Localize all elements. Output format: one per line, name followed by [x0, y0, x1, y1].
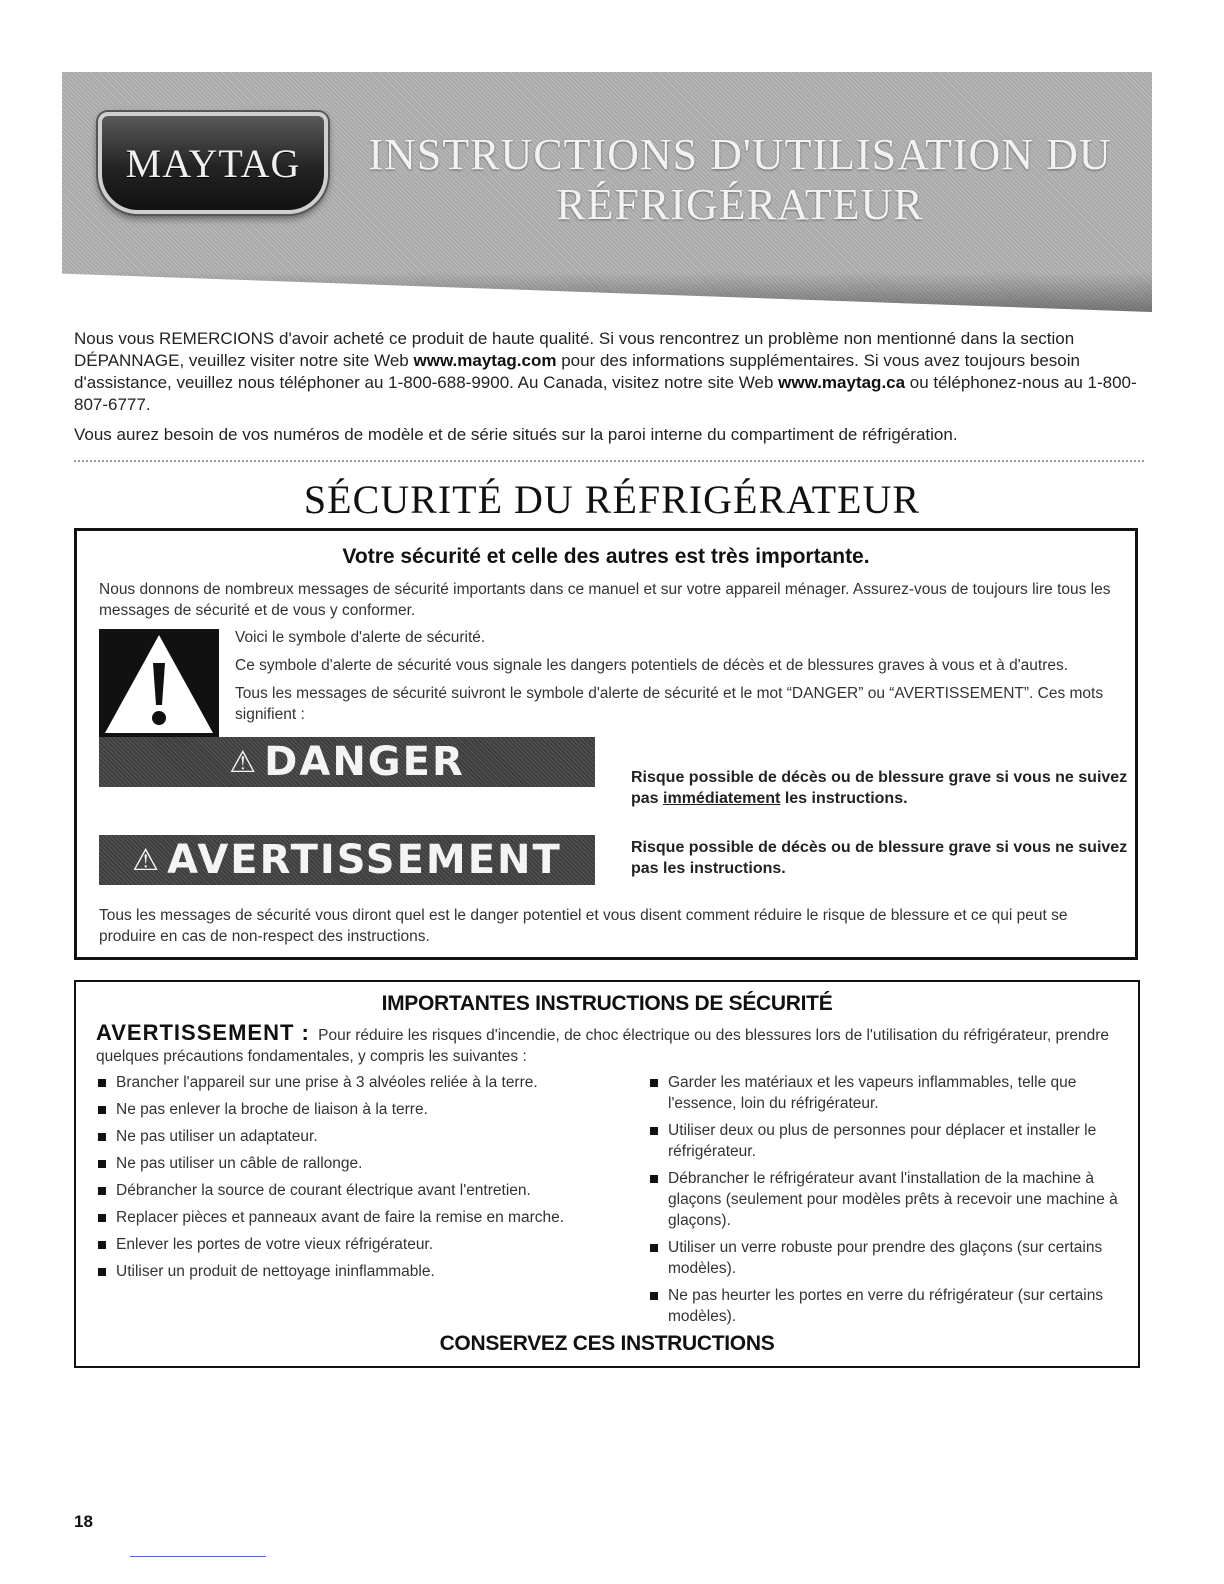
warning-triangle-icon: ⚠ — [229, 744, 259, 780]
instructions-box — [74, 980, 1140, 1368]
title-line-1: INSTRUCTIONS D'UTILISATION DU — [368, 130, 1112, 179]
list-item: Ne pas enlever la broche de liaison à la terre. — [96, 1099, 636, 1120]
intro-p1-part-a: Nous vous REMERCIONS d'avoir acheté ce produit de haute qualité. Si vous rencontrez un problème non mentionné dans la section DÉPANNAGE, veuillez visiter notre site Web — [74, 329, 1075, 370]
maytag-logo — [98, 112, 328, 214]
maytag-com-link[interactable]: www.maytag.com — [413, 351, 557, 370]
alert-line-3: Tous les messages de sécurité suivront le symbole d'alerte de sécurité et le mot “DANGER” ou “AVERTISSEMENT”. Ces mots signifient : — [235, 685, 1104, 723]
danger-desc-emphasis: immédiatement — [663, 790, 781, 807]
alert-line-1: Voici le symbole d'alerte de sécurité. — [235, 629, 486, 646]
safety-heading: Votre sécurité et celle des autres est très importante. — [342, 545, 870, 568]
warning-triangle-icon: ⚠ — [132, 842, 162, 878]
safety-box — [74, 528, 1138, 960]
danger-desc-part-b: les instructions. — [780, 790, 908, 807]
intro-text — [74, 328, 1154, 454]
safety-alert-icon — [99, 629, 219, 741]
list-item: Débrancher la source de courant électrique avant l'entretien. — [96, 1180, 636, 1201]
warning-signal-panel — [99, 835, 595, 885]
list-item: Replacer pièces et panneaux avant de faire la remise en marche. — [96, 1207, 636, 1228]
list-item: Ne pas heurter les portes en verre du réfrigérateur (sur certains modèles). — [648, 1285, 1118, 1327]
list-item: Utiliser un verre robuste pour prendre des glaçons (sur certains modèles). — [648, 1237, 1118, 1279]
alert-line-2: Ce symbole d'alerte de sécurité vous signale les dangers potentiels de décès et de blessures graves à vous et à d'autres. — [235, 657, 1069, 674]
intro-p1-part-b: pour des informations supplémentaires. Si vous avez toujours besoin d'assistance, veuillez nous téléphoner au 1-800-688-9900. Au Canada, visitez notre site Web — [74, 351, 1080, 392]
intro-paragraph-1 — [74, 328, 1154, 416]
list-item: Débrancher le réfrigérateur avant l'installation de la machine à glaçons (seulement pour modèles prêts à recevoir une machine à glaçons). — [648, 1168, 1118, 1231]
list-item: Ne pas utiliser un adaptateur. — [96, 1126, 636, 1147]
instructions-warning — [96, 1022, 1126, 1067]
instructions-list-right — [648, 1072, 1118, 1333]
footer-rule — [130, 1556, 266, 1557]
list-item: Ne pas utiliser un câble de rallonge. — [96, 1153, 636, 1174]
maytag-ca-link[interactable]: www.maytag.ca — [778, 373, 906, 392]
warning-text: Pour réduire les risques d'incendie, de choc électrique ou des blessures lors de l'utilisation du réfrigérateur, prendre quelques précautions fondamentales, y compris les suivantes : — [96, 1027, 1109, 1065]
divider — [74, 460, 1144, 462]
instructions-list-left — [96, 1072, 636, 1288]
intro-p1-part-c: ou téléphonez-nous au 1-800-807-6777. — [74, 373, 1137, 414]
instructions-heading: IMPORTANTES INSTRUCTIONS DE SÉCURITÉ — [381, 992, 833, 1015]
intro-paragraph-2: Vous aurez besoin de vos numéros de modèle et de série situés sur la paroi interne du compartiment de réfrigération. — [74, 425, 958, 444]
warning-label: AVERTISSEMENT — [167, 837, 562, 883]
title-line-2: RÉFRIGÉRATEUR — [556, 180, 924, 229]
safety-footer: Tous les messages de sécurité vous diront quel est le danger potentiel et vous disent comment réduire le risque de blessure et ce qui peut se produire en cas de non-respect des instructions. — [99, 907, 1068, 945]
safety-intro: Nous donnons de nombreux messages de sécurité importants dans ce manuel et sur votre appareil ménager. Assurez-vous de toujours lire tous les messages de sécurité et de vous y conformer. — [99, 581, 1111, 619]
danger-description — [631, 767, 1131, 809]
danger-signal-panel — [99, 737, 595, 787]
page-title — [360, 130, 1120, 230]
alert-description — [235, 627, 1115, 732]
section-title: SÉCURITÉ DU RÉFRIGÉRATEUR — [303, 477, 921, 522]
page-number: 18 — [74, 1512, 93, 1531]
list-item: Brancher l'appareil sur une prise à 3 alvéoles reliée à la terre. — [96, 1072, 636, 1093]
warning-description: Risque possible de décès ou de blessure grave si vous ne suivez pas les instructions. — [631, 839, 1128, 877]
list-item: Garder les matériaux et les vapeurs inflammables, telle que l'essence, loin du réfrigérateur. — [648, 1072, 1118, 1114]
danger-label: DANGER — [264, 739, 465, 785]
warning-keyword: AVERTISSEMENT : — [96, 1020, 310, 1045]
banner-shade — [62, 272, 1152, 312]
list-item: Utiliser deux ou plus de personnes pour déplacer et installer le réfrigérateur. — [648, 1120, 1118, 1162]
list-item: Enlever les portes de votre vieux réfrigérateur. — [96, 1234, 636, 1255]
list-item: Utiliser un produit de nettoyage ininflammable. — [96, 1261, 636, 1282]
logo-text: MAYTAG — [125, 140, 301, 186]
danger-desc-part-a: Risque possible de décès ou de blessure grave si vous ne suivez pas — [631, 769, 1128, 807]
instructions-footer: CONSERVEZ CES INSTRUCTIONS — [439, 1332, 775, 1355]
